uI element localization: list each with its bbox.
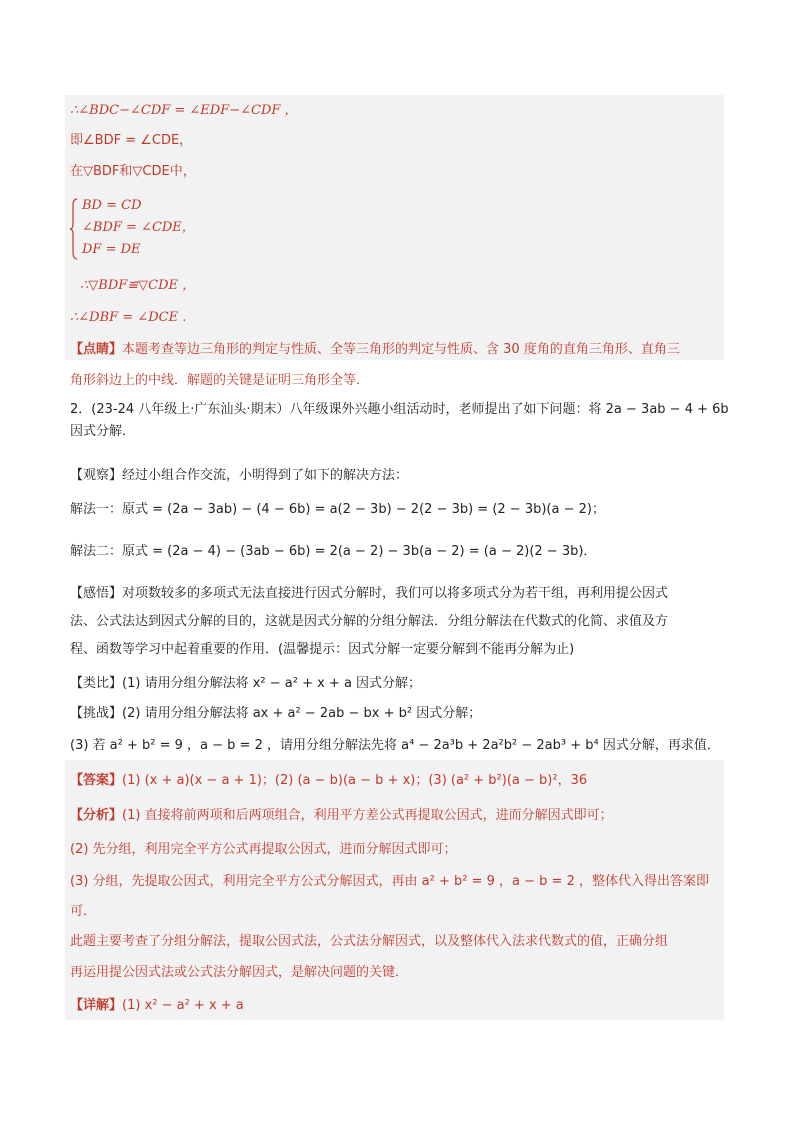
system-line-2: ∠BDF = ∠CDE， [82, 220, 195, 235]
insight-line-1: 【感悟】对项数较多的多项式无法直接进行因式分解时，我们可以将多项式分为若干组，再利用提公因式 [70, 586, 669, 601]
analysis-line-4: 可． [70, 904, 97, 919]
summary-line-2: 再运用提公因式法或公式法分解因式，是解决问题的关键． [70, 965, 409, 980]
problem-2-line-1: 2．(23-24 八年级上·广东汕头·期末）八年级课外兴趣小组活动时，老师提出了如下问题：将 2a − 3ab − 4 + 6b [70, 402, 729, 417]
comment-line-2: 角形斜边上的中线．解题的关键是证明三角形全等． [70, 373, 370, 388]
congruence-system [70, 198, 270, 262]
part-3-line: (3) 若 a² + b² = 9 ，a − b = 2 ，请用分组分解法先将 a⁴ − 2a³b + 2a²b² − 2ab³ + b⁴ 因式分解，再求值． [70, 738, 720, 753]
brace-icon [70, 198, 78, 260]
comment-line-1: 【点睛】本题考查等边三角形的判定与性质、全等三角形的判定与性质、含 30 度角的直角三角形、直角三 [70, 342, 680, 357]
analysis-line-3: (3) 分组，先提取公因式，利用完全平方公式分解因式，再由 a² + b² = 9 ，a − b = 2 ，整体代入得出答案即 [70, 874, 709, 889]
insight-line-3: 程、函数等学习中起着重要的作用．(温馨提示：因式分解一定要分解到不能再分解为止) [70, 642, 575, 657]
answer-line: 【答案】(1) (x + a)(x − a + 1)；(2) (a − b)(a − b + x)；(3) (a² + b²)(a − b)²，36 [70, 773, 588, 788]
proof-line-5: ∴∠DBF = ∠DCE . [70, 310, 187, 325]
detail-line: 【详解】(1) x² − a² + x + a [70, 998, 244, 1013]
system-line-1: BD = CD [82, 198, 142, 213]
problem-2-line-2: 因式分解． [70, 424, 136, 439]
analysis-line-1: 【分析】(1) 直接将前两项和后两项组合，利用平方差公式再提取公因式，进而分解因式即可； [70, 808, 613, 823]
summary-line-1: 此题主要考查了分组分解法，提取公因式法，公式法分解因式，以及整体代入法求代数式的值，正确分组 [70, 934, 669, 949]
challenge-line: 【挑战】(2) 请用分组分解法将 ax + a² − 2ab − bx + b² 因式分解； [70, 706, 482, 721]
observe-line: 【观察】经过小组合作交流，小明得到了如下的解决方法： [70, 468, 409, 483]
proof-line-1: ∴∠BDC−∠CDF = ∠EDF−∠CDF ， [70, 103, 298, 118]
system-line-3: DF = DE [82, 242, 141, 257]
proof-line-4: ∴▽BDF≌▽CDE ， [80, 278, 196, 293]
proof-line-3: 在▽BDF和▽CDE中， [70, 164, 196, 179]
analysis-line-2: (2) 先分组，利用完全平方公式再提取公因式，进而分解因式即可； [70, 842, 457, 857]
proof-line-2: 即∠BDF = ∠CDE， [70, 133, 193, 148]
insight-line-2: 法、公式法达到因式分解的目的，这就是因式分解的分组分解法．分组分解法在代数式的化简、求值及方 [70, 614, 669, 629]
method-1: 解法一：原式 = (2a − 3ab) − (4 − 6b) = a(2 − 3b) − 2(2 − 3b) = (2 − 3b)(a − 2)； [70, 502, 605, 517]
analogy-line: 【类比】(1) 请用分组分解法将 x² − a² + x + a 因式分解； [70, 676, 422, 691]
method-2: 解法二：原式 = (2a − 4) − (3ab − 6b) = 2(a − 2) − 3b(a − 2) = (a − 2)(2 − 3b)． [70, 544, 597, 559]
